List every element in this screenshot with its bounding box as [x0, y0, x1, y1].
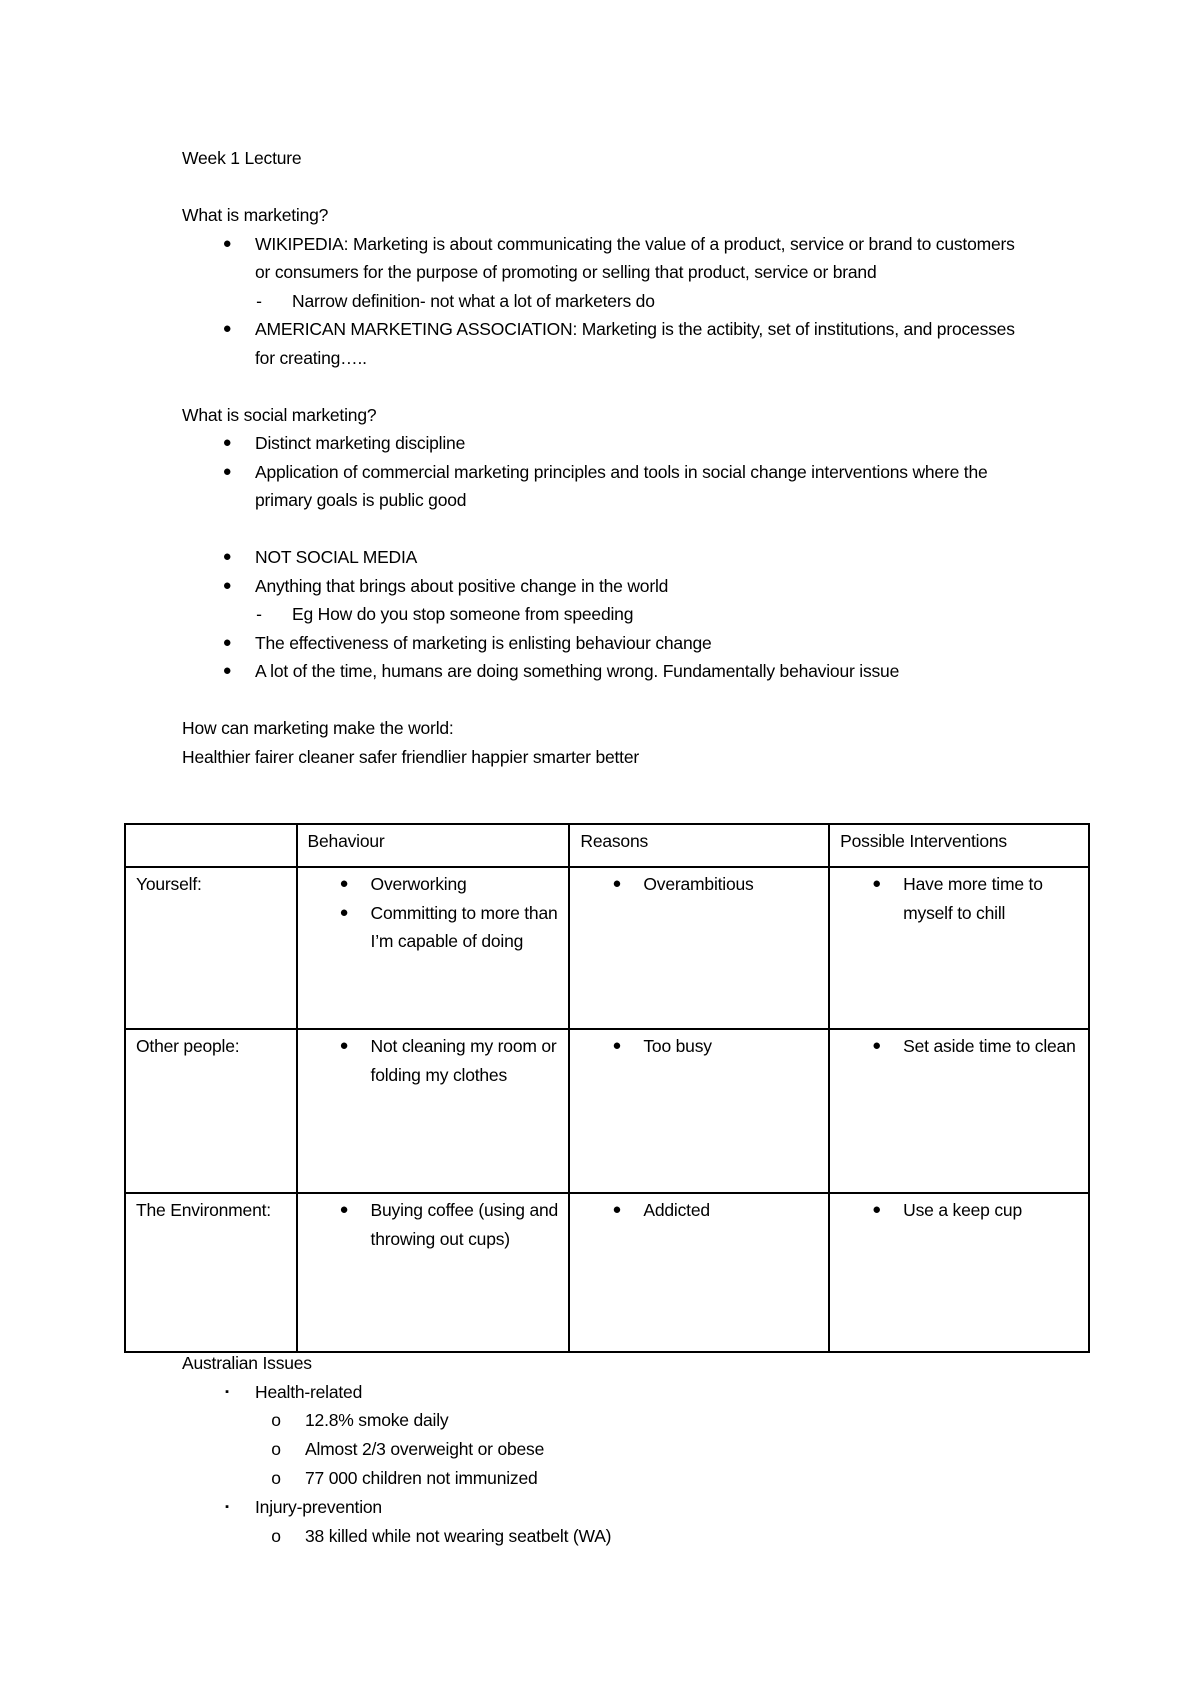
- reasons-cell: [569, 867, 829, 1029]
- marketing-list: [182, 230, 1022, 373]
- bullet-icon: ●: [222, 234, 232, 252]
- behaviour-cell: [297, 1193, 570, 1352]
- list-item: ● NOT SOCIAL MEDIA: [182, 543, 1022, 572]
- list-item: ● Buying coffee (using and throwing out cups): [308, 1196, 559, 1253]
- list-item: ● Addicted: [580, 1196, 818, 1225]
- list-item: o 12.8% smoke daily: [182, 1406, 1022, 1435]
- list-item: ● Have more time to myself to chill: [840, 870, 1078, 927]
- list-item: ● Distinct marketing discipline: [182, 429, 1022, 458]
- list-item: ▪ Injury-prevention: [182, 1493, 1022, 1522]
- row-label: Other people:: [125, 1029, 297, 1193]
- circle-bullet-icon: o: [271, 1410, 281, 1430]
- world-question: How can marketing make the world:: [182, 718, 454, 738]
- list-item: ● The effectiveness of marketing is enlisting behaviour change: [182, 629, 1022, 658]
- list-item: ● Set aside time to clean: [840, 1032, 1078, 1061]
- behaviour-table: [124, 823, 1090, 1353]
- circle-bullet-icon: o: [271, 1439, 281, 1459]
- bullet-icon: ●: [339, 875, 349, 892]
- bullet-icon: ●: [339, 1037, 349, 1054]
- australian-heading: Australian Issues: [182, 1353, 312, 1373]
- bullet-icon: ●: [222, 633, 232, 651]
- bullet-icon: ●: [612, 1037, 622, 1054]
- bullet-icon: ●: [222, 576, 232, 594]
- bullet-icon: ●: [222, 462, 232, 480]
- list-item: o 38 killed while not wearing seatbelt (WA): [182, 1522, 1022, 1551]
- bullet-icon: ●: [872, 1037, 882, 1054]
- list-item: ● AMERICAN MARKETING ASSOCIATION: Marketing is the actibity, set of institutions, and processes for creating…..: [182, 315, 1022, 372]
- header-cell-empty: [125, 824, 297, 867]
- bullet-icon: ●: [872, 1201, 882, 1218]
- list-item: ● Committing to more than I’m capable of doing: [308, 899, 559, 956]
- interventions-cell: [829, 867, 1089, 1029]
- list-item: ● A lot of the time, humans are doing something wrong. Fundamentally behaviour issue: [182, 657, 1022, 686]
- list-item: ● Application of commercial marketing principles and tools in social change interventions where the primary goals is public good: [182, 458, 1022, 515]
- reasons-cell: [569, 1193, 829, 1352]
- table-row: [125, 1029, 1089, 1193]
- notes-top: [182, 144, 1022, 771]
- bullet-icon: ●: [872, 875, 882, 892]
- list-item: ● Overambitious: [580, 870, 818, 899]
- table-row: [125, 1193, 1089, 1352]
- bullet-icon: ●: [339, 903, 349, 921]
- page-title: Week 1 Lecture: [182, 148, 302, 168]
- list-item: - Eg How do you stop someone from speeding: [182, 600, 1022, 629]
- list-item: - Narrow definition- not what a lot of marketers do: [182, 287, 1022, 316]
- square-bullet-icon: ▪: [225, 1501, 229, 1513]
- table-header-row: [125, 824, 1089, 867]
- social-list-b: [182, 543, 1022, 686]
- header-cell-behaviour: Behaviour: [297, 824, 570, 867]
- circle-bullet-icon: o: [271, 1525, 281, 1546]
- bullet-icon: ●: [612, 1201, 622, 1218]
- list-item: ▪ Health-related: [182, 1378, 1022, 1407]
- table-row: [125, 867, 1089, 1029]
- bullet-icon: ●: [222, 548, 232, 565]
- bullet-icon: ●: [612, 875, 622, 892]
- dash-icon: -: [256, 604, 262, 624]
- australian-issues: [182, 1349, 1022, 1551]
- interventions-cell: [829, 1193, 1089, 1352]
- list-item: ● Overworking: [308, 870, 559, 899]
- list-item: o 77 000 children not immunized: [182, 1464, 1022, 1493]
- square-bullet-icon: ▪: [225, 1385, 229, 1398]
- list-item: ● WIKIPEDIA: Marketing is about communicating the value of a product, service or brand to customers or consumers for the purpose of promoting or selling that product, service or brand: [182, 230, 1022, 287]
- circle-bullet-icon: o: [271, 1468, 281, 1488]
- row-label: Yourself:: [125, 867, 297, 1029]
- interventions-cell: [829, 1029, 1089, 1193]
- bullet-icon: ●: [222, 434, 232, 451]
- bullet-icon: ●: [222, 662, 232, 679]
- list-item: o Almost 2/3 overweight or obese: [182, 1435, 1022, 1464]
- list-item: ● Too busy: [580, 1032, 818, 1061]
- header-cell-reasons: Reasons: [569, 824, 829, 867]
- bullet-icon: ●: [339, 1201, 349, 1218]
- world-answer: Healthier fairer cleaner safer friendlier happier smarter better: [182, 746, 639, 767]
- australian-list: [182, 1378, 1022, 1551]
- social-list-a: [182, 429, 1022, 515]
- behaviour-cell: [297, 867, 570, 1029]
- list-item: ● Use a keep cup: [840, 1196, 1078, 1225]
- bullet-icon: ●: [222, 320, 232, 337]
- behaviour-cell: [297, 1029, 570, 1193]
- list-item: ● Anything that brings about positive change in the world: [182, 572, 1022, 601]
- social-marketing-heading: What is social marketing?: [182, 404, 377, 425]
- header-cell-interventions: Possible Interventions: [829, 824, 1089, 867]
- marketing-heading: What is marketing?: [182, 205, 329, 225]
- row-label: The Environment:: [125, 1193, 297, 1352]
- reasons-cell: [569, 1029, 829, 1193]
- list-item: ● Not cleaning my room or folding my clothes: [308, 1032, 559, 1089]
- dash-icon: -: [256, 290, 262, 311]
